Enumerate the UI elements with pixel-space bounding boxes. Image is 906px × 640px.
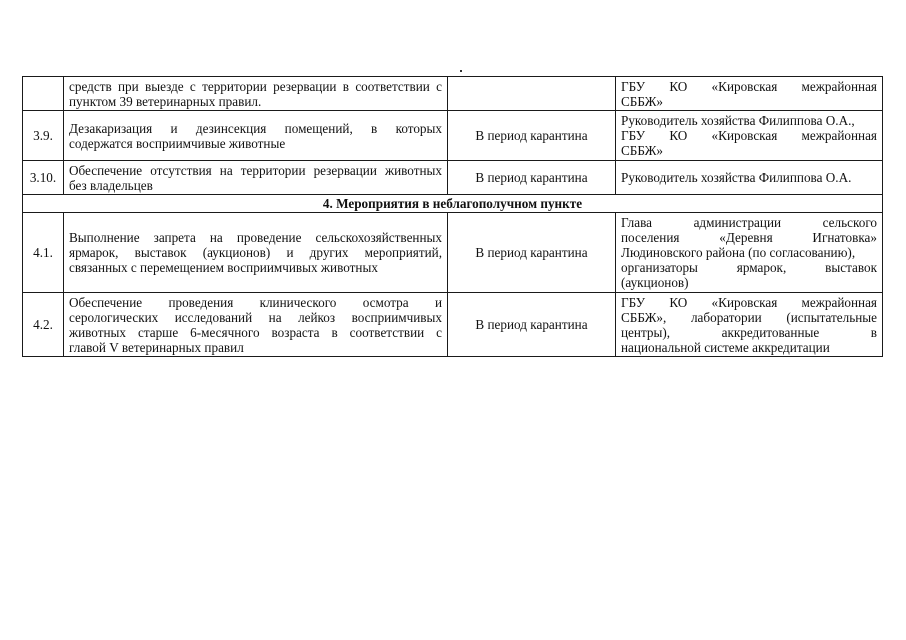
table-row	[23, 293, 883, 357]
resp-line: ГБУ КО «Кировская межрайонная	[621, 294, 877, 310]
resp-line: СББЖ»	[621, 143, 664, 158]
measures-table	[22, 76, 883, 357]
resp-line: национальной системе аккредитации	[621, 339, 830, 355]
section-title: 4. Мероприятия в неблагополучном пункте	[23, 195, 883, 213]
table-row	[23, 161, 883, 195]
resp-line: СББЖ»	[621, 93, 664, 109]
text-line: пунктом 39 ветеринарных правил.	[69, 93, 262, 109]
period-cell: В период карантина	[448, 293, 616, 357]
period-cell: В период карантина	[448, 161, 616, 195]
text-line: Обеспечение проведения клинического осмотра и	[69, 294, 442, 310]
resp-line: Глава администрации сельского	[621, 215, 877, 230]
row-number: 4.2.	[23, 293, 64, 357]
resp-line: ГБУ КО «Кировская межрайонная	[621, 78, 877, 94]
text-line: серологических исследований на лейкоз восприимчивых	[69, 309, 442, 325]
resp-line: поселения «Деревня Игнатовка»	[621, 230, 877, 245]
responsible-cell	[616, 213, 883, 293]
resp-line: ГБУ КО «Кировская межрайонная	[621, 128, 877, 143]
text-line: Выполнение запрета на проведение сельскохозяйственных	[69, 230, 442, 245]
resp-line: Руководитель хозяйства Филиппова О.А.	[621, 170, 852, 185]
resp-line: центры), аккредитованные в	[621, 324, 877, 340]
period-cell: В период карантина	[448, 213, 616, 293]
text-line: связанных с перемещением восприимчивых животных	[69, 260, 378, 275]
text-line: главой V ветеринарных правил	[69, 339, 244, 355]
text-line: животных старше 6-месячного возраста в соответствии с	[69, 324, 442, 340]
row-number: 3.10.	[23, 161, 64, 195]
responsible-cell	[616, 111, 883, 161]
row-number: 4.1.	[23, 213, 64, 293]
text-line: ярмарок, выставок (аукционов) и других мероприятий,	[69, 245, 442, 260]
responsible-cell	[616, 161, 883, 195]
table-row	[23, 77, 883, 111]
resp-line: (аукционов)	[621, 275, 689, 290]
row-number	[23, 77, 64, 111]
measure-text	[64, 77, 448, 111]
resp-line: СББЖ», лаборатории (испытательные	[621, 309, 877, 325]
table-row	[23, 111, 883, 161]
measure-text	[64, 161, 448, 195]
section-row	[23, 195, 883, 213]
period-cell	[448, 77, 616, 111]
measure-text	[64, 213, 448, 293]
responsible-cell	[616, 77, 883, 111]
text-line: Обеспечение отсутствия на территории резервации животных	[69, 162, 442, 178]
period-cell: В период карантина	[448, 111, 616, 161]
measure-text	[64, 111, 448, 161]
text-line: средств при выезде с территории резервации в соответствии с	[69, 78, 442, 94]
responsible-cell	[616, 293, 883, 357]
text-line: содержатся восприимчивые животные	[69, 135, 286, 151]
table-row	[23, 213, 883, 293]
row-number: 3.9.	[23, 111, 64, 161]
resp-line: Руководитель хозяйства Филиппова О.А.,	[621, 113, 855, 128]
scan-speck	[460, 70, 462, 72]
text-line: без владельцев	[69, 177, 153, 193]
text-line: Дезакаризация и дезинсекция помещений, в которых	[69, 120, 442, 136]
measure-text	[64, 293, 448, 357]
resp-line: организаторы ярмарок, выставок	[621, 260, 877, 275]
resp-line: Людиновского района (по согласованию),	[621, 245, 856, 260]
